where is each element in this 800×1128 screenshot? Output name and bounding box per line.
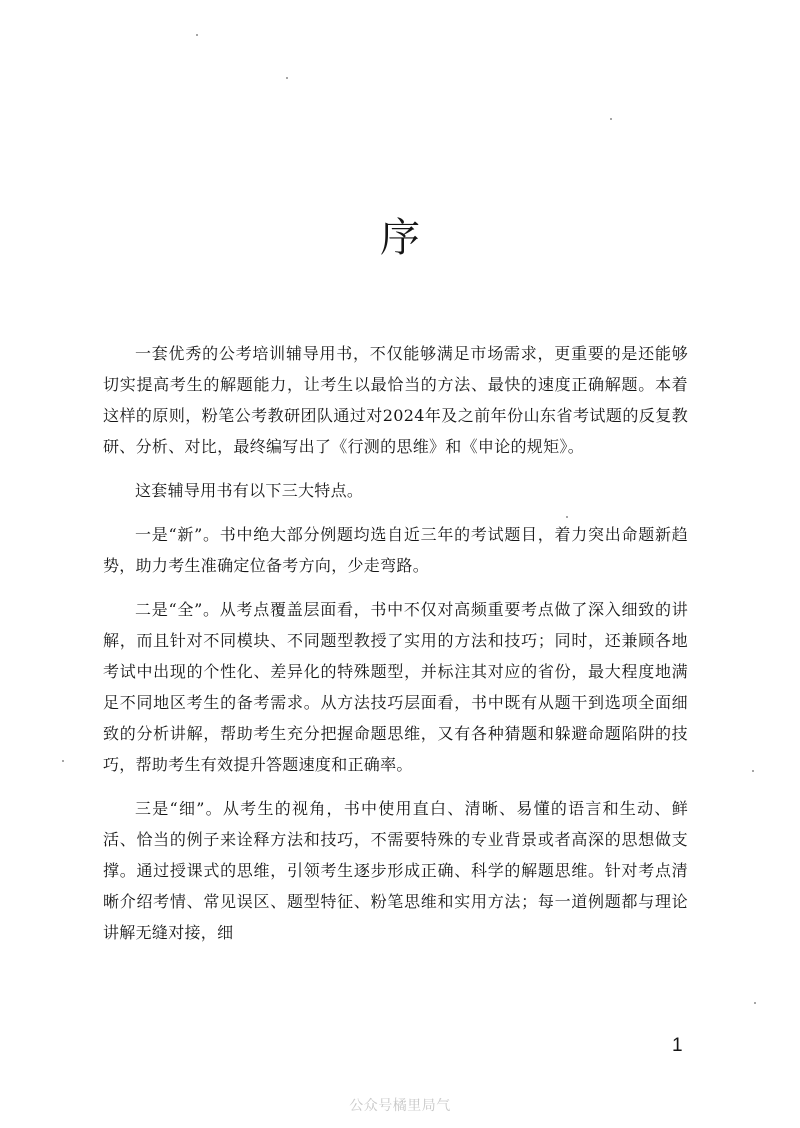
paragraph-feature-detailed: 三是“细”。从考生的视角，书中使用直白、清晰、易懂的语言和生动、鲜活、恰当的例子来诠释方法和技巧，不需要特殊的专业背景或者高深的思想做支撑。通过授课式的思维，引领考生逐步形成正确、科学的解题思维。针对考点清晰介绍考情、常见误区、题型特征、粉笔思维和实用方法；每一道例题都与理论讲解无缝对接，细 [103, 799, 688, 942]
watermark: 公众号橘里局气 [349, 1098, 451, 1114]
scan-speck [196, 34, 198, 36]
scan-speck [566, 516, 568, 518]
page-number: 1 [672, 1035, 683, 1056]
scan-speck [754, 1002, 756, 1004]
scan-speck [62, 760, 64, 762]
paragraph-feature-complete: 二是“全”。从考点覆盖层面看，书中不仅对高频重要考点做了深入细致的讲解，而且针对不同模块、不同题型教授了实用的方法和技巧；同时，还兼顾各地考试中出现的个性化、差异化的特殊题型，并标注其对应的省份，最大程度地满足不同地区考生的备考需求。从方法技巧层面看，书中既有从题干到选项全面细致的分析讲解，帮助考生充分把握命题思维，又有各种猜题和躲避命题陷阱的技巧，帮助考生有效提升答题速度和正确率。 [103, 600, 688, 774]
scan-speck [752, 770, 754, 772]
page-title: 序 [380, 215, 420, 261]
paragraph-features-lead: 这套辅导用书有以下三大特点。 [135, 481, 364, 500]
paragraph-feature-new: 一是“新”。书中绝大部分例题均选自近三年的考试题目，着力突出命题新趋势，助力考生准确定位备考方向，少走弯路。 [103, 525, 688, 575]
preface-body [103, 338, 688, 961]
scan-speck [286, 77, 288, 79]
paragraph-intro: 一套优秀的公考培训辅导用书，不仅能够满足市场需求，更重要的是还能够切实提高考生的解题能力，让考生以最恰当的方法、最快的速度正确解题。本着这样的原则，粉笔公考教研团队通过对2024年及之前年份山东省考试题的反复教研、分析、对比，最终编写出了《行测的思维》和《申论的规矩》。 [103, 344, 688, 456]
scan-speck [610, 118, 612, 120]
